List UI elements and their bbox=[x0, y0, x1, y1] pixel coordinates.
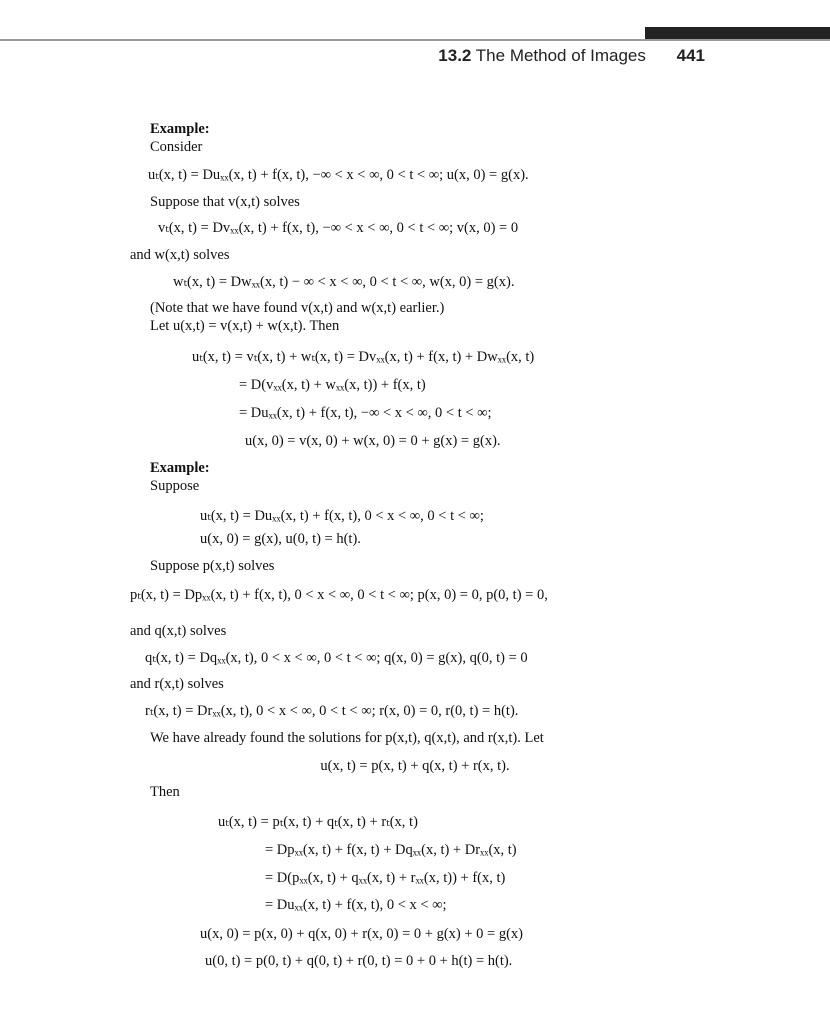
derivation-1-line-3: = Duₓₓ(x, t) + f(x, t), −∞ < x < ∞, 0 < t < ∞; bbox=[239, 405, 492, 421]
header-rule bbox=[0, 39, 830, 41]
section-number: 13.2 bbox=[438, 46, 472, 65]
text-v-solves: Suppose that v(x,t) solves bbox=[150, 194, 300, 210]
text-p-solves: Suppose p(x,t) solves bbox=[150, 558, 275, 574]
equation-3: wₜ(x, t) = Dwₓₓ(x, t) − ∞ < x < ∞, 0 < t < ∞, w(x, 0) = g(x). bbox=[173, 274, 515, 290]
derivation-1-line-1: uₜ(x, t) = vₜ(x, t) + wₜ(x, t) = Dvₓₓ(x, t) + f(x, t) + Dwₓₓ(x, t) bbox=[192, 349, 535, 365]
then-text: Then bbox=[150, 784, 180, 800]
equation-2: vₜ(x, t) = Dvₓₓ(x, t) + f(x, t), −∞ < x < ∞, 0 < t < ∞; v(x, 0) = 0 bbox=[158, 220, 519, 236]
example1-intro: Consider bbox=[150, 139, 203, 155]
equation-4-line-1: uₜ(x, t) = Duₓₓ(x, t) + f(x, t), 0 < x < ∞, 0 < t < ∞; bbox=[200, 508, 484, 524]
equation-7: rₜ(x, t) = Drₓₓ(x, t), 0 < x < ∞, 0 < t < ∞; r(x, 0) = 0, r(0, t) = h(t). bbox=[145, 703, 519, 719]
derivation-2-line-1: uₜ(x, t) = pₜ(x, t) + qₜ(x, t) + rₜ(x, t) bbox=[218, 814, 418, 830]
equation-6: qₜ(x, t) = Dqₓₓ(x, t), 0 < x < ∞, 0 < t < ∞; q(x, 0) = g(x), q(0, t) = 0 bbox=[145, 650, 528, 666]
derivation-2-line-5: u(x, 0) = p(x, 0) + q(x, 0) + r(x, 0) = 0 + g(x) + 0 = g(x) bbox=[200, 926, 524, 942]
text-q-solves: and q(x,t) solves bbox=[130, 623, 227, 639]
equation-5: pₜ(x, t) = Dpₓₓ(x, t) + f(x, t), 0 < x < ∞, 0 < t < ∞; p(x, 0) = 0, p(0, t) = 0, bbox=[130, 587, 548, 603]
derivation-2-line-3: = D(pₓₓ(x, t) + qₓₓ(x, t) + rₓₓ(x, t)) + f(x, t) bbox=[265, 870, 506, 886]
derivation-2-line-6: u(0, t) = p(0, t) + q(0, t) + r(0, t) = 0 + 0 + h(t) = h(t). bbox=[205, 953, 513, 969]
equation-1: uₜ(x, t) = Duₓₓ(x, t) + f(x, t), −∞ < x < ∞, 0 < t < ∞; u(x, 0) = g(x). bbox=[148, 167, 529, 183]
running-header bbox=[0, 46, 705, 66]
equation-4-line-2: u(x, 0) = g(x), u(0, t) = h(t). bbox=[200, 531, 361, 547]
derivation-1-line-4: u(x, 0) = v(x, 0) + w(x, 0) = 0 + g(x) = g(x). bbox=[245, 433, 501, 449]
note-1: (Note that we have found v(x,t) and w(x,t) earlier.) bbox=[150, 300, 445, 316]
example2-heading: Example: bbox=[150, 460, 210, 476]
already-found-text: We have already found the solutions for p(x,t), q(x,t), and r(x,t). Let bbox=[150, 730, 544, 746]
derivation-2-line-4: = Duₓₓ(x, t) + f(x, t), 0 < x < ∞; bbox=[265, 897, 447, 913]
equation-8: u(x, t) = p(x, t) + q(x, t) + r(x, t). bbox=[320, 758, 510, 774]
example2-intro: Suppose bbox=[150, 478, 200, 494]
derivation-2-line-2: = Dpₓₓ(x, t) + f(x, t) + Dqₓₓ(x, t) + Drₓₓ(x, t) bbox=[265, 842, 517, 858]
text-r-solves: and r(x,t) solves bbox=[130, 676, 224, 692]
derivation-1-line-2: = D(vₓₓ(x, t) + wₓₓ(x, t)) + f(x, t) bbox=[239, 377, 426, 393]
text-w-solves: and w(x,t) solves bbox=[130, 247, 230, 263]
section-title: The Method of Images bbox=[475, 46, 646, 65]
page-number: 441 bbox=[676, 46, 705, 65]
let-1: Let u(x,t) = v(x,t) + w(x,t). Then bbox=[150, 318, 340, 334]
example1-heading: Example: bbox=[150, 121, 210, 137]
